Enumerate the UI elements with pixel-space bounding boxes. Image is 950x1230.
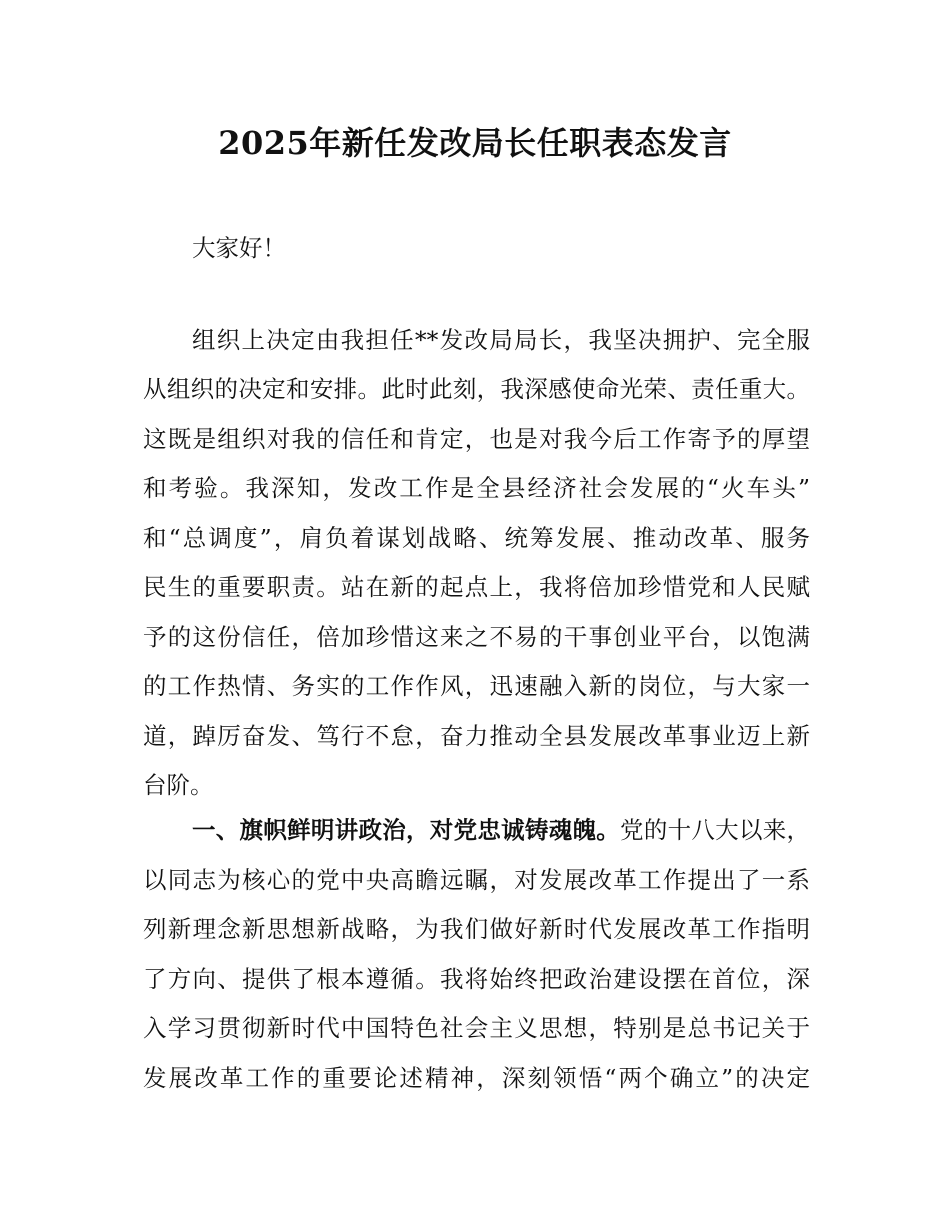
- paragraph-line: 这既是组织对我的信任和肯定，也是对我今后工作寄予的厚望: [143, 425, 810, 453]
- section-heading: 一、旗帜鲜明讲政治，对党忠诚铸魂魄。: [192, 816, 621, 844]
- paragraph-line: 道，踔厉奋发、笃行不怠，奋力推动全县发展改革事业迈上新: [143, 722, 810, 750]
- paragraph-line: 民生的重要职责。站在新的起点上，我将倍加珍惜党和人民赋: [143, 573, 810, 601]
- paragraph-line: 发展改革工作的重要论述精神，深刻领悟“两个确立”的决定: [143, 1064, 810, 1092]
- paragraph-line: [192, 815, 810, 845]
- paragraph-line: 的工作热情、务实的工作作风，迅速融入新的岗位，与大家一: [143, 672, 810, 700]
- paragraph-line: 台阶。: [143, 771, 214, 799]
- paragraph-line: 和“总调度”，肩负着谋划战略、统筹发展、推动改革、服务: [143, 524, 810, 552]
- paragraph-text: 党的十八大以来，: [620, 816, 811, 844]
- paragraph-line: 了方向、提供了根本遵循。我将始终把政治建设摆在首位，深: [143, 965, 810, 993]
- paragraph-line: 予的这份信任，倍加珍惜这来之不易的干事创业平台，以饱满: [143, 623, 810, 651]
- paragraph-line: 组织上决定由我担任**发改局局长，我坚决拥护、完全服: [192, 326, 810, 354]
- paragraph-line: 列新理念新思想新战略，为我们做好新时代发展改革工作指明: [143, 915, 810, 943]
- paragraph-line: 和考验。我深知，发改工作是全县经济社会发展的“火车头”: [143, 474, 810, 502]
- document-title: 2025年新任发改局长任职表态发言: [218, 124, 732, 162]
- paragraph-line: 从组织的决定和安排。此时此刻，我深感使命光荣、责任重大。: [143, 375, 810, 403]
- paragraph-line: 以同志为核心的党中央高瞻远瞩，对发展改革工作提出了一系: [143, 866, 810, 894]
- paragraph-line: 入学习贯彻新时代中国特色社会主义思想，特别是总书记关于: [143, 1014, 810, 1042]
- greeting: 大家好！: [192, 234, 286, 262]
